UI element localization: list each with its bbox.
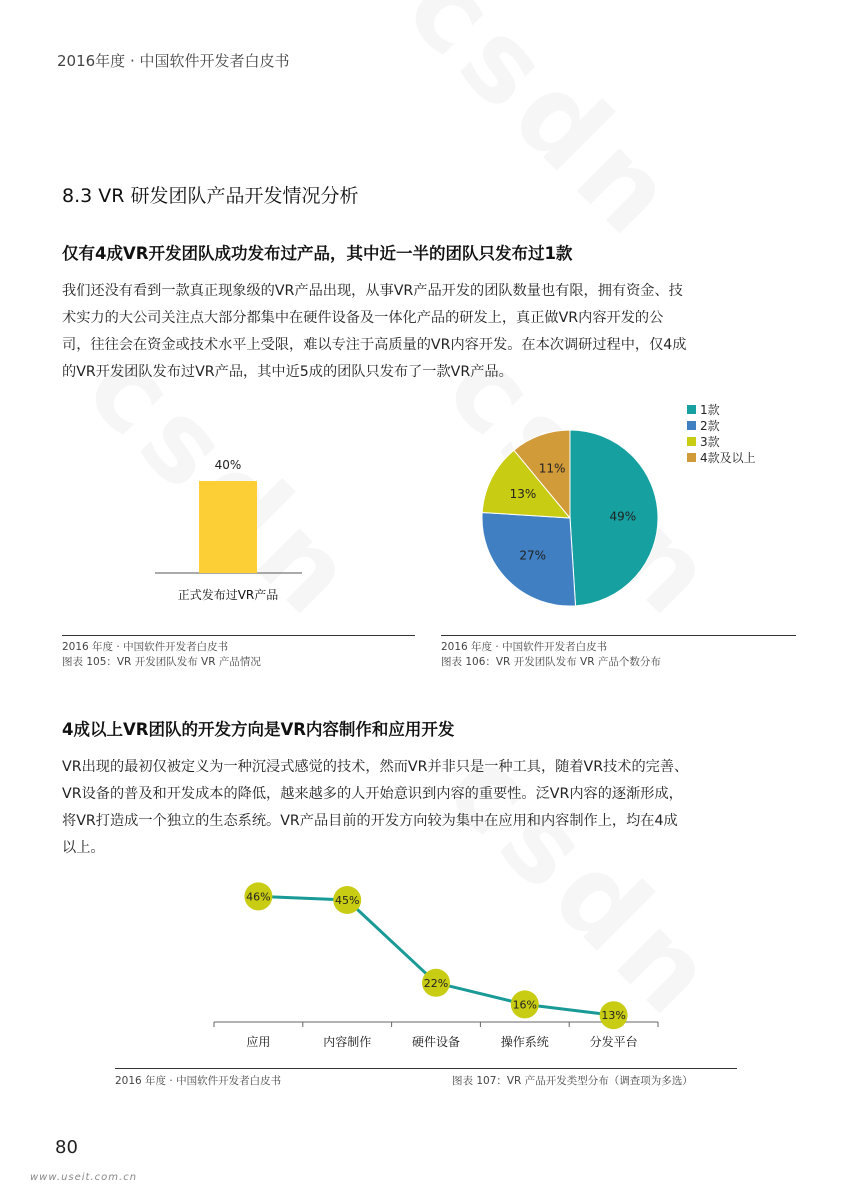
legend-label: 3款 [700, 435, 720, 449]
bar [199, 481, 257, 573]
x-tick-label: 正式发布过VR产品 [177, 588, 279, 602]
bar-chart [60, 400, 420, 630]
data-label: 40% [214, 458, 242, 472]
legend-label: 4款及以上 [700, 451, 756, 465]
page-number: 80 [55, 1137, 78, 1158]
source-label: 2016 年度 · 中国软件开发者白皮书 [115, 1075, 282, 1087]
slice-label: 49% [609, 509, 637, 524]
caption-rule [115, 1068, 737, 1069]
fig106-caption [441, 640, 661, 670]
section-title: 8.3 VR 研发团队产品开发情况分析 [62, 185, 359, 207]
caption-rule [62, 635, 415, 636]
fig105-caption [62, 640, 261, 670]
block1-paragraph [62, 278, 802, 386]
data-label: 22% [423, 976, 449, 990]
block2-line: 将VR打造成一个独立的生态系统。VR产品目前的开发方向较为集中在应用和内容制作上，均在4成 [62, 813, 678, 829]
block1-line: 术实力的大公司关注点大部分都集中在硬件设备及一体化产品的研发上，真正做VR内容开发的公 [62, 310, 664, 326]
data-label: 45% [334, 894, 360, 907]
x-tick-label: 应用 [246, 1035, 271, 1049]
legend-label: 2款 [700, 419, 720, 433]
data-label: 46% [246, 890, 271, 904]
block1-heading: 仅有4成VR开发团队成功发布过产品，其中近一半的团队只发布过1款 [62, 244, 573, 263]
legend-swatch [687, 453, 696, 462]
figure-caption: 图表 106：VR 开发团队发布 VR 产品个数分布 [441, 656, 661, 668]
running-header: 2016年度 · 中国软件开发者白皮书 [57, 52, 290, 70]
figure-caption: 图表 105：VR 开发团队发布 VR 产品情况 [62, 656, 261, 668]
legend-label: 1款 [700, 403, 720, 417]
watermark [383, 0, 705, 265]
line-chart [200, 875, 670, 1060]
x-tick-label: 分发平台 [589, 1035, 638, 1049]
series-line [258, 896, 613, 1015]
x-tick-label: 硬件设备 [411, 1035, 461, 1049]
data-label: 13% [601, 1009, 626, 1023]
x-tick-label: 内容制作 [323, 1035, 372, 1049]
legend-swatch [687, 421, 696, 430]
data-label: 16% [512, 998, 538, 1012]
footer-url: www.useit.com.cn [30, 1172, 138, 1183]
block2-line: VR设备的普及和开发成本的降低，越来越多的人开始意识到内容的重要性。泛VR内容的逐渐形成， [62, 786, 683, 802]
source-label: 2016 年度 · 中国软件开发者白皮书 [62, 641, 229, 653]
x-tick-label: 操作系统 [500, 1035, 549, 1049]
block1-line: 我们还没有看到一款真正现象级的VR产品出现，从事VR产品开发的团队数量也有限，拥有资金、技 [62, 283, 683, 299]
source-label: 2016 年度 · 中国软件开发者白皮书 [441, 641, 608, 653]
block1-line: 的VR开发团队发布过VR产品，其中近5成的团队只发布了一款VR产品。 [62, 364, 513, 380]
legend-swatch [687, 405, 696, 414]
figure-caption: 图表 107：VR 产品开发类型分布（调查项为多选） [452, 1075, 693, 1087]
pie-chart [440, 400, 820, 630]
block2-line: VR出现的最初仅被定义为一种沉浸式感觉的技术，然而VR并非只是一种工具，随着VR技术的完善、 [62, 759, 689, 775]
block2-line: 以上。 [62, 840, 105, 856]
slice-label: 11% [538, 461, 566, 476]
block1-line: 司，往往会在资金或技术水平上受限，难以专注于高质量的VR内容开发。在本次调研过程中，仅4成 [62, 337, 687, 353]
legend-swatch [687, 437, 696, 446]
caption-rule [441, 635, 796, 636]
slice-label: 27% [519, 548, 547, 563]
block2-paragraph [62, 754, 802, 862]
slice-label: 13% [509, 487, 537, 502]
block2-heading: 4成以上VR团队的开发方向是VR内容制作和应用开发 [62, 720, 455, 739]
